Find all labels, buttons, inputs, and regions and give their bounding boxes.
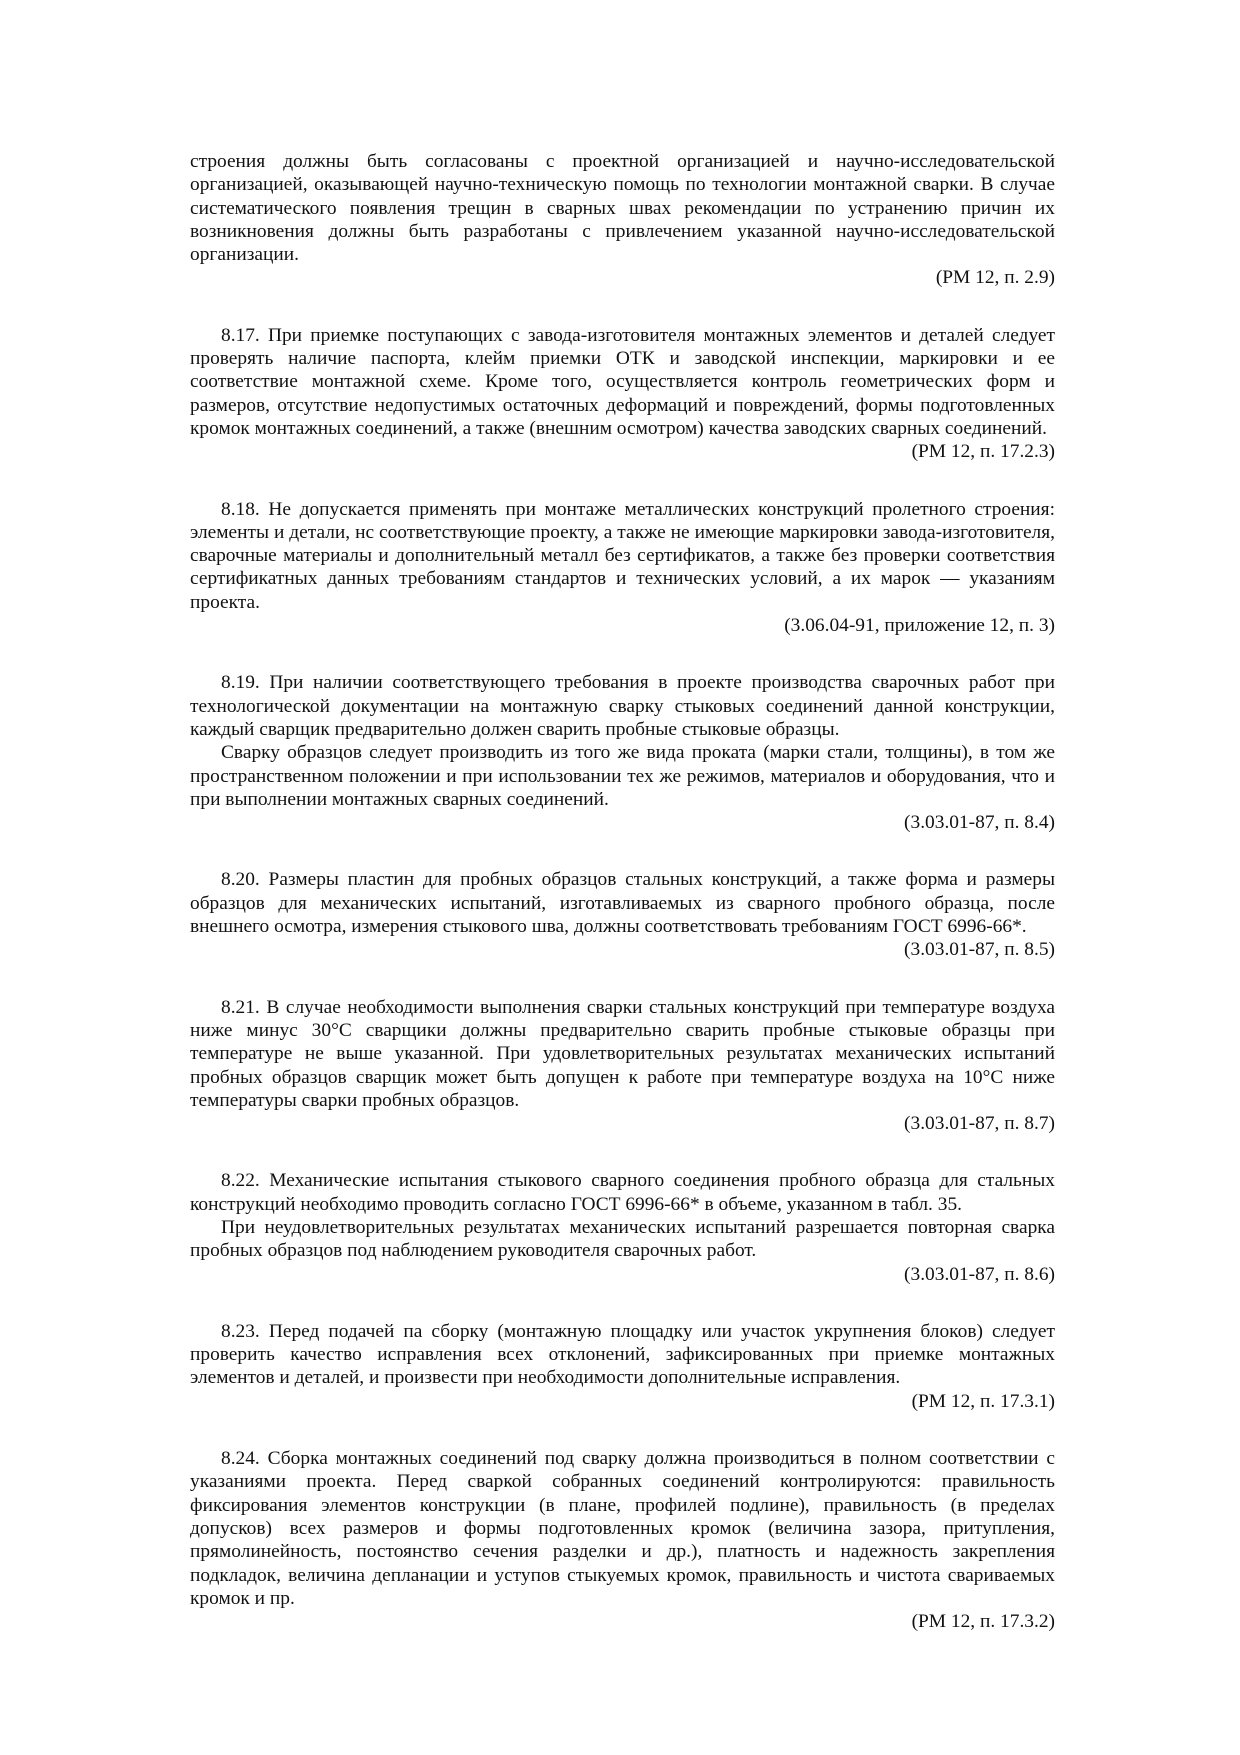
section-reference: (3.03.01-87, п. 8.6) [904,1263,1055,1285]
section-8-17 [190,324,1055,464]
section-paragraph: При неудовлетворительных результатах механических испытаний разрешается повторная сварка пробных образцов под наблюдением руководителя сварочных работ. [190,1216,1055,1262]
section-paragraph: 8.17. При приемке поступающих с завода-изготовителя монтажных элементов и деталей следует проверять наличие паспорта, клейм приемки ОТК и заводской инспекции, маркировки и ее соответствие монтажной схеме. Кроме того, осуществляется контроль геометрических форм и размеров, отсутствие недопустимых остаточных деформаций и повреждений, формы подготовленных кромок монтажных соединений, а также (внешним осмотром) качества заводских сварных соединений. [190,324,1055,439]
section-reference: (3.03.01-87, п. 8.7) [904,1113,1055,1135]
section-paragraph: 8.23. Перед подачей па сборку (монтажную площадку или участок укрупнения блоков) следует проверить качество исправления всех отклонений, зафиксированных при приемке монтажных элементов и деталей, и произвести при необходимости дополнительные исправления. [190,1320,1055,1389]
section-paragraph: 8.19. При наличии соответствующего требования в проекте производства сварочных работ при технологической документации на монтажную сварку стыковых соединений данной конструкции, каждый сварщик предварительно должен сварить пробные стыковые образцы. [190,672,1055,740]
section-reference: (3.03.01-87, п. 8.4) [904,812,1055,834]
section-reference: (РМ 12, п. 17.2.3) [911,441,1055,463]
section-paragraph: 8.24. Сборка монтажных соединений под сварку должна производиться в полном соответствии с указаниями проекта. Перед сваркой собранных соединений контролируются: правильность фиксирования элементов конструкции (в плане, профилей подлине), правильность (в пределах допусков) всех размеров и формы подготовленных кромок (величина зазора, притупления, прямолинейность, постоянство сечения разделки и др.), платность и надежность закрепления подкладок, величина депланации и уступов стыкуемых кромок, правильность и чистота свариваемых кромок и пр. [190,1448,1055,1609]
section-8-21 [190,996,1055,1136]
section-paragraph: Сварку образцов следует производить из того же вида проката (марки стали, толщины), в том же пространственном положении и при использовании тех же режимов, материалов и оборудования, что и при выполнении монтажных сварных соединений. [190,742,1055,810]
section-paragraph: 8.21. В случае необходимости выполнения сварки стальных конструкций при температуре воздуха ниже минус 30°С сварщики должны предварительно сварить пробные стыковые образцы при температуре не выше указанной. При удовлетворительных результатах механических испытаний пробных образцов сварщик может быть допущен к работе при температуре воздуха на 10°С ниже температуры сварки пробных образцов. [190,996,1055,1111]
section-paragraph: 8.18. Не допускается применять при монтаже металлических конструкций пролетного строения: элементы и детали, нс соответствующие проекту, а также не имеющие маркировки завода-изготовителя, сварочные материалы и дополнительный металл без сертификатов, а также без проверки соответствия сертификатных данных требованиям стандартов и технических условий, а их марок — указаниям проекта. [190,498,1055,613]
section-8-22 [190,1169,1055,1285]
section-reference: (РМ 12, п. 17.3.2) [911,1611,1055,1633]
section-reference: (3.06.04-91, приложение 12, п. 3) [784,615,1055,637]
section-8-18 [190,498,1055,638]
section-paragraph: 8.22. Механические испытания стыкового сварного соединения пробного образца для стальных конструкций необходимо проводить согласно ГОСТ 6996-66* в объеме, указанном в табл. 35. [190,1170,1055,1215]
section-8-20 [190,868,1055,961]
document-page [190,150,1055,1633]
section-8-19 [190,671,1055,834]
section-reference: (3.03.01-87, п. 8.5) [904,939,1055,961]
intro-section [190,150,1055,290]
section-8-23 [190,1320,1055,1413]
section-8-24 [190,1447,1055,1633]
section-reference: (РМ 12, п. 17.3.1) [911,1390,1055,1412]
intro-reference: (РМ 12, п. 2.9) [935,267,1055,289]
section-paragraph: 8.20. Размеры пластин для пробных образцов стальных конструкций, а также форма и размеры образцов для механических испытаний, изготавливаемых из сварного пробного образца, после внешнего осмотра, измерения стыкового шва, должны соответствовать требованиям ГОСТ 6996-66*. [190,869,1055,938]
intro-paragraph: строения должны быть согласованы с проектной организацией и научно-исследовательской организацией, оказывающей научно-техническую помощь по технологии монтажной сварки. В случае систематического появления трещин в сварных швах рекомендации по устранению причин их возникновения должны быть разработаны с привлечением указанной научно-исследовательской организации. [190,151,1055,266]
